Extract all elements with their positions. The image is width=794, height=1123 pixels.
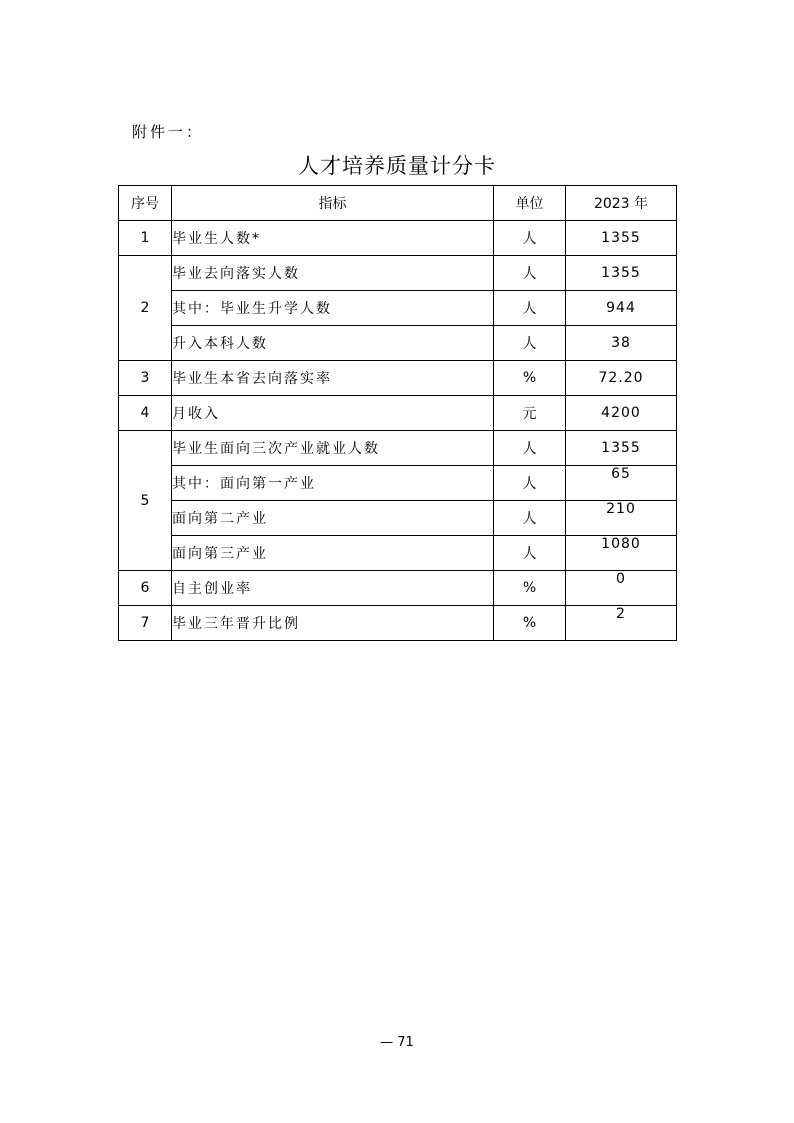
unit-cell: 人: [494, 536, 566, 571]
seq-cell: 4: [119, 396, 172, 431]
header-unit: 单位: [494, 186, 566, 221]
seq-cell: 2: [119, 256, 172, 361]
value-cell: 1355: [566, 256, 677, 291]
table-row: [119, 571, 677, 606]
table-row: [119, 291, 677, 326]
value-cell: 1355: [566, 431, 677, 466]
header-seq: 序号: [119, 186, 172, 221]
value-cell: 0: [566, 571, 677, 606]
value-cell: 1080: [566, 536, 677, 571]
indicator-cell: 毕业生面向三次产业就业人数: [172, 431, 494, 466]
unit-cell: 人: [494, 291, 566, 326]
indicator-cell: 毕业生本省去向落实率: [172, 361, 494, 396]
seq-cell: 3: [119, 361, 172, 396]
table-row: [119, 606, 677, 641]
indicator-cell: 月收入: [172, 396, 494, 431]
unit-cell: %: [494, 606, 566, 641]
indicator-cell: 其中：毕业生升学人数: [172, 291, 494, 326]
value-cell: 72.20: [566, 361, 677, 396]
unit-cell: 人: [494, 326, 566, 361]
header-indicator: 指标: [172, 186, 494, 221]
indicator-cell: 面向第二产业: [172, 501, 494, 536]
page-number: — 71: [380, 1035, 414, 1050]
table-row: [119, 536, 677, 571]
indicator-cell: 毕业生人数*: [172, 221, 494, 256]
unit-cell: 人: [494, 256, 566, 291]
indicator-cell: 毕业去向落实人数: [172, 256, 494, 291]
indicator-cell: 毕业三年晋升比例: [172, 606, 494, 641]
unit-cell: %: [494, 361, 566, 396]
talent-quality-scorecard-table: [118, 185, 677, 641]
seq-cell: 6: [119, 571, 172, 606]
table-row: [119, 431, 677, 466]
value-cell: 38: [566, 326, 677, 361]
indicator-cell: 其中：面向第一产业: [172, 466, 494, 501]
unit-cell: 人: [494, 431, 566, 466]
seq-cell: 1: [119, 221, 172, 256]
unit-cell: 人: [494, 501, 566, 536]
indicator-cell: 升入本科人数: [172, 326, 494, 361]
value-cell: 65: [566, 466, 677, 501]
attachment-label: 附件一：: [132, 123, 205, 141]
unit-cell: 人: [494, 466, 566, 501]
value-cell: 1355: [566, 221, 677, 256]
table-row: [119, 326, 677, 361]
table-row: [119, 361, 677, 396]
header-year: 2023 年: [566, 186, 677, 221]
document-title: 人才培养质量计分卡: [298, 154, 496, 178]
unit-cell: %: [494, 571, 566, 606]
unit-cell: 人: [494, 221, 566, 256]
value-cell: 944: [566, 291, 677, 326]
table-row: [119, 466, 677, 501]
seq-cell: 5: [119, 431, 172, 571]
value-cell: 2: [566, 606, 677, 641]
unit-cell: 元: [494, 396, 566, 431]
value-cell: 210: [566, 501, 677, 536]
table-row: [119, 396, 677, 431]
table-header-row: [119, 186, 677, 221]
indicator-cell: 自主创业率: [172, 571, 494, 606]
seq-cell: 7: [119, 606, 172, 641]
table-row: [119, 501, 677, 536]
value-cell: 4200: [566, 396, 677, 431]
indicator-cell: 面向第三产业: [172, 536, 494, 571]
table-row: [119, 221, 677, 256]
table-row: [119, 256, 677, 291]
